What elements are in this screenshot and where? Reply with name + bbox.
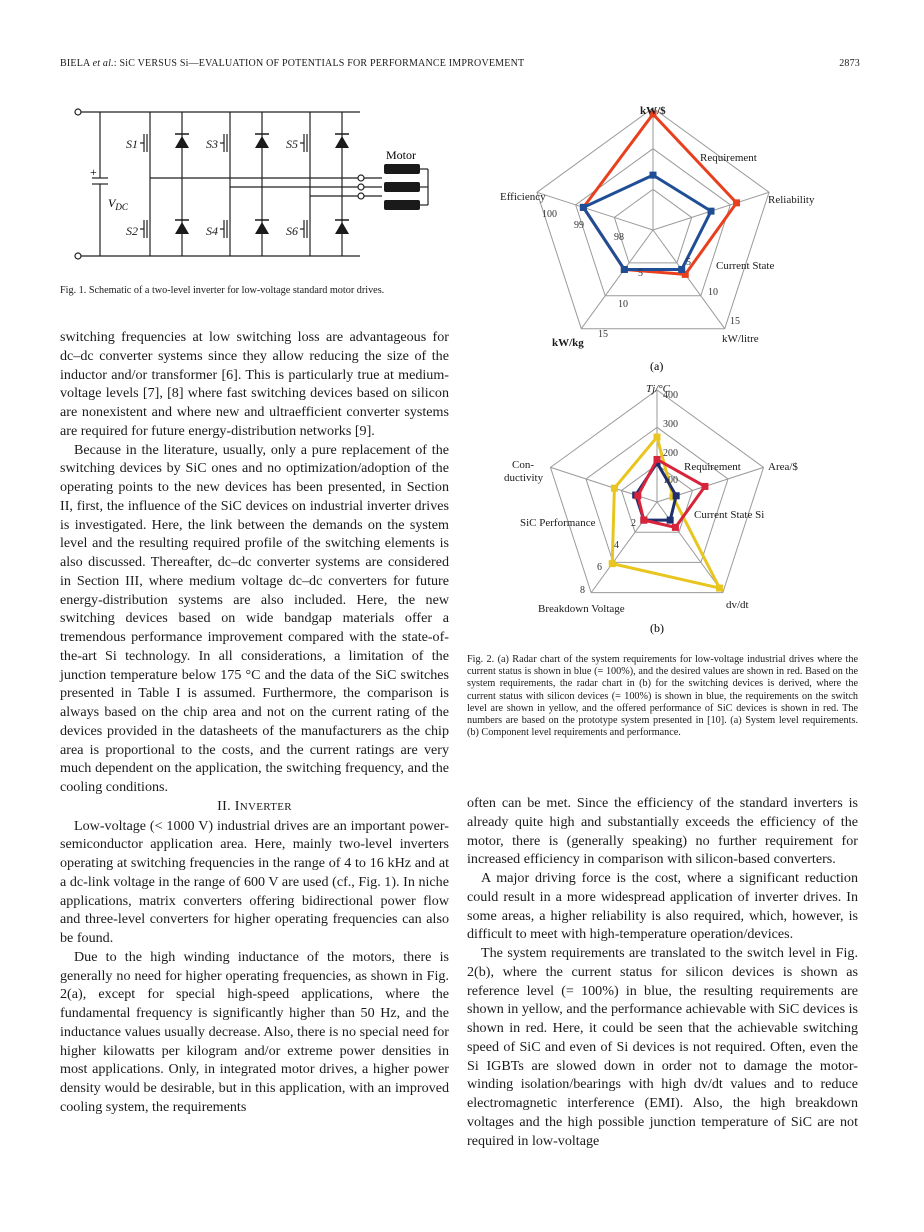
- axis-label-conductivity-1: Con-: [512, 459, 534, 471]
- figure-2a-radar-chart: [490, 98, 830, 380]
- figure-2-caption: Fig. 2. (a) Radar chart of the system requirements for low-voltage industrial drives where the current status is shown in blue (= 100%), and the desired values are shown in red. Based on the system requirements, the radar chart in (b) for the switching devices is derived, where the current status with silicon devices (= 100%) is shown in blue, the requirements on the switch level are shown in yellow, and the offered performance of SiC devices is shown in red. The numbers are based on the prototype system presented in [10]. (a) System level requirements. (b) Component level requirements and performance.: [467, 654, 858, 739]
- axis-label-conductivity-2: ductivity: [504, 472, 544, 484]
- paragraph: often can be met. Since the efficiency of the standard inverters is already quite high and substantially exceeds the efficiency of the motor, there is (generally speaking) no further requirement for increased efficiency in comparison with silicon-based converters.: [467, 795, 858, 868]
- tick-tj-400: 400: [663, 390, 678, 401]
- radar-point: [621, 266, 628, 273]
- switch-label-s5: S5: [286, 137, 298, 151]
- motor-label: Motor: [386, 148, 416, 162]
- radar-axis-line: [653, 230, 725, 329]
- radar-point: [640, 517, 647, 524]
- tick-efficiency-100: 100: [542, 209, 557, 220]
- switch-label-s3: S3: [206, 137, 218, 151]
- vdc-label: $V_{DC}$: [108, 196, 128, 212]
- tick-tj-200: 200: [663, 448, 678, 459]
- tick-efficiency-99: 99: [574, 220, 584, 231]
- radar-point: [634, 492, 641, 499]
- radar-axis-line: [581, 230, 653, 329]
- radar-point: [609, 560, 616, 567]
- radar-point: [611, 485, 618, 492]
- axis-label-efficiency: Efficiency: [500, 191, 546, 203]
- figure-2b-radar-chart: [500, 376, 830, 638]
- tick-kwkg-15: 15: [598, 329, 608, 340]
- tick-bv-8: 8: [580, 585, 585, 596]
- radar-point: [733, 199, 740, 206]
- radar-point: [678, 266, 685, 273]
- tick-tj-300: 300: [663, 419, 678, 430]
- radar-point: [667, 517, 674, 524]
- paragraph: Low-voltage (< 1000 V) industrial drives are an important power-semiconductor application area. Here, mainly two-level inverters operating at switching frequencies in the range of 4 to 16 kHz and at a dc-link voltage in the range of 600 V are used (cf., Fig. 1). In niche applications, matrix converters offering bidirectional power flow and three-level converters for higher operating frequencies can also be found.: [60, 817, 449, 946]
- radar-axis-line: [591, 502, 657, 593]
- switch-label-s4: S4: [206, 224, 218, 238]
- switch-label-s1: S1: [126, 137, 138, 151]
- axis-label-kw-per-litre: kW/litre: [722, 333, 759, 345]
- radar-series-current-state: [583, 175, 711, 269]
- figure-1-schematic: [70, 104, 450, 264]
- running-head: BIELA et al.: SiC VERSUS Si—EVALUATION OF POTENTIALS FOR PERFORMANCE IMPROVEMENT: [60, 58, 525, 69]
- tick-bv-2: 2: [631, 518, 636, 529]
- paragraph: Because in the literature, usually, only a pure replacement of the switching devices by SiC ones and no optimization/adoption of the operating points to the new devices has been presented, in Section II, first, the influence of the SiC devices on industrial inverter drives is investigated. Here, the link between the demands on the system level and the resulting required profile of the switching elements is also discussed. Thereafter, dc–dc converter systems are considered in Section III, where medium voltage dc–dc converters for future energy-distribution systems are also included. Here, the new switching devices based on wide bandgap materials offer a tremendous performance improvement compared with the state-of-the-art Si technology. In all considerations, a limitation of the junction temperature below 175 °C and the data of the SiC switches presented in Table I is assumed. Furthermore, the comparison is always based on the chip area and not on the current rating of the devices provided in the datasheets of the manufacturers as the chip area is proportional to the costs, and the current ratings are very much dependent on the application, the switching frequency, and the cooling conditions.: [60, 441, 449, 795]
- paragraph: A major driving force is the cost, where a significant reduction could result in a more widespread application of inverter drives. In some areas, a higher reliability is also required, which, however, is difficult to meet with high-temperature operation/devices.: [467, 870, 858, 943]
- radar-point: [716, 585, 723, 592]
- radar-point: [701, 483, 708, 490]
- axis-label-kw-per-kg: kW/kg: [552, 337, 584, 349]
- paragraph: switching frequencies at low switching loss are advantageous for dc–dc converter systems since they allow reducing the size of the inductor and/or transformer [6]. This is particularly true at medium-voltage levels [7], [8] where fast switching devices based on silicon are nonexistent and where new and ultraefficient converter systems are required for future energy-distribution networks [9].: [60, 329, 449, 439]
- tick-bv-4: 4: [614, 540, 619, 551]
- running-header: [60, 58, 862, 72]
- axis-label-sic-performance: SiC Performance: [520, 517, 596, 529]
- tick-kwlitre-15: 15: [730, 316, 740, 327]
- left-column: [60, 328, 449, 1117]
- tick-tj-100: 100: [663, 475, 678, 486]
- capacitor-plus: +: [90, 165, 97, 179]
- radar-point: [708, 208, 715, 215]
- radar-point: [672, 524, 679, 531]
- tick-kwkg-5: 5: [638, 268, 643, 279]
- radar-point: [580, 204, 587, 211]
- axis-label-breakdown-voltage: Breakdown Voltage: [538, 603, 625, 615]
- legend-requirement-label: Requirement: [700, 152, 757, 164]
- subfigure-label-b: (b): [650, 621, 664, 635]
- axis-label-reliability: Reliability: [768, 194, 815, 206]
- subfigure-label-a: (a): [650, 359, 664, 373]
- radar-point: [654, 434, 661, 441]
- legend-requirement-label-b: Requirement: [684, 461, 741, 473]
- paragraph: Due to the high winding inductance of the motors, there is generally no need for higher operating frequencies, as shown in Fig. 2(a), except for special high-speed applications, where the fundamental frequency is significantly higher than 50 Hz, and the inductance values usually decrease. Also, there is no special need for higher kilowatts per kilogram and/or extreme power densities in most applications. Only, in integrated motor drives, a higher power density would be desirable, but in this application, with an improved cooling system, the requirements: [60, 948, 449, 1115]
- tick-kwkg-10: 10: [618, 299, 628, 310]
- axis-label-area-per-dollar: Area/$: [768, 461, 798, 473]
- radar-point: [654, 456, 661, 463]
- switch-label-s6: S6: [286, 224, 298, 238]
- section-heading: II. INVERTER: [217, 797, 292, 814]
- legend-current-state-si-label: Current State Si: [694, 509, 765, 521]
- tick-kwlitre-5: 5: [686, 257, 691, 268]
- axis-label-tj: Tj/°C: [646, 383, 670, 395]
- paragraph: The system requirements are translated to the switch level in Fig. 2(b), where the current status for silicon devices is shown as reference level (= 100%) in blue, the resulting requirements are shown in yellow, and the performance achievable with SiC devices is shown in red. Here, it could be seen that the achievable switching speed of SiC and even of Si devices is not required. Often, even the Si IGBTs are slowed down in order not to damage the motor-winding isolation/bearings with high dv/dt values and to reduce electromagnetic interference (EMI). Also, the high breakdown voltages and the high possible junction temperature of SiC are not required in low-voltage: [467, 945, 858, 1149]
- switch-label-s2: S2: [126, 224, 138, 238]
- radar-point: [650, 172, 657, 179]
- tick-efficiency-98: 98: [614, 232, 624, 243]
- tick-kwlitre-10: 10: [708, 287, 718, 298]
- right-column: [467, 794, 858, 1150]
- radar-point: [673, 492, 680, 499]
- axis-label-dvdt: dv/dt: [726, 599, 749, 611]
- legend-current-state-label: Current State: [716, 260, 775, 272]
- axis-label-kw-per-dollar: kW/$: [640, 105, 666, 117]
- figure-1-caption: Fig. 1. Schematic of a two-level inverter for low-voltage standard motor drives.: [60, 285, 385, 296]
- page-number: 2873: [839, 58, 860, 69]
- tick-bv-6: 6: [597, 562, 602, 573]
